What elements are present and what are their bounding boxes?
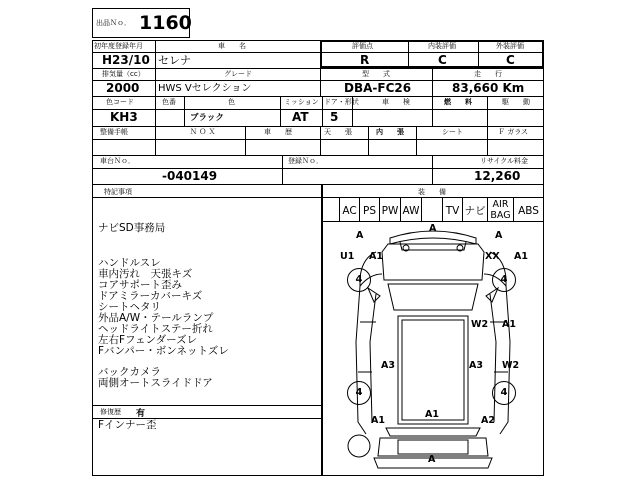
damage-front-left: A	[356, 230, 364, 241]
int-score-label: 内装評価	[428, 42, 456, 50]
chassis-label: 車台Ｎｏ．	[100, 157, 135, 165]
ext-score-label: 外装評価	[496, 42, 524, 50]
int-score-value: C	[438, 53, 447, 67]
registration-label: 登録Ｎｏ．	[288, 157, 323, 165]
tire-fl-icon: 4	[347, 268, 371, 292]
lot-number-box	[92, 8, 190, 38]
drive-label: 駆 動	[502, 98, 530, 106]
equipment-ac: AC	[339, 197, 360, 222]
damage-rear-center: A1	[425, 409, 439, 420]
color-label: 色	[228, 98, 235, 106]
repair-label: 修復歴	[100, 408, 121, 416]
color-code-value: KH3	[110, 110, 138, 124]
displacement-label: 排気量（cc）	[102, 70, 145, 78]
recycle-value: 12,260	[474, 169, 521, 183]
note-item: 左右Fフェンダーズレ	[98, 334, 198, 346]
damage-right-rear-w2: W2	[502, 360, 520, 371]
manual-label: 整備手帳	[100, 128, 128, 136]
year-reg-value: H23/10	[102, 53, 150, 67]
inspection-label: 車 検	[382, 98, 410, 106]
note-item: 両側オートスライドドア	[98, 377, 213, 389]
damage-front-right: A	[495, 230, 503, 241]
damage-rl-quarter: A1	[371, 415, 385, 426]
equipment-abs: ABS	[513, 197, 544, 222]
doors-label: ドア・形状	[324, 98, 359, 106]
mileage-label: 走 行	[474, 70, 502, 78]
color-no-label: 色番	[162, 98, 176, 106]
note-item: 車内汚れ 天張キズ	[98, 268, 193, 280]
recycle-label: リサイクル料金	[480, 157, 529, 165]
equipment-aw: AW	[400, 197, 422, 222]
model-value: DBA-FC26	[344, 81, 412, 95]
notes-top: ナビSD事務局	[98, 222, 166, 234]
chassis-value: -040149	[162, 169, 218, 183]
damage-right-a1: A1	[502, 319, 516, 330]
damage-rear-bottom: A	[428, 454, 436, 465]
note-item: バックカメラ	[98, 366, 161, 378]
score-label: 評価点	[352, 42, 373, 50]
displacement-value: 2000	[106, 81, 140, 95]
equipment-ps: PS	[359, 197, 380, 222]
tire-rr-icon: 4	[492, 381, 516, 405]
notes-label: 特記事項	[104, 188, 132, 196]
fglass-label: Ｆ ガラス	[498, 128, 529, 136]
ext-score-value: C	[506, 53, 515, 67]
tire-rl-icon: 4	[347, 381, 371, 405]
damage-rear-door-right: A3	[469, 360, 483, 371]
mileage-value: 83,660 Km	[452, 81, 525, 95]
lot-number: 1160	[139, 12, 192, 34]
mission-value: AT	[292, 110, 309, 124]
repair-value: 有	[136, 409, 146, 419]
car-name-label: 車 名	[218, 42, 246, 50]
damage-rr-quarter: A2	[481, 415, 495, 426]
doors-value: 5	[330, 110, 339, 124]
equipment-pw: PW	[379, 197, 401, 222]
equipment-navi: ナビ	[462, 197, 488, 222]
color-code-label: 色コード	[106, 98, 134, 106]
damage-fr-fender: XX	[485, 251, 500, 262]
grade-value: HWS Vセレクション	[158, 83, 252, 94]
damage-fl-corner: U1	[340, 251, 355, 262]
nox-label: Ｎ Ｏ Ｘ	[190, 128, 216, 136]
repair-detail: Fインナー歪	[98, 419, 157, 431]
damage-right-w2: W2	[471, 319, 489, 330]
notes-list-2	[98, 367, 213, 389]
seat-label: シート	[442, 128, 463, 136]
notes-list-1	[98, 258, 229, 357]
mission-label: ミッション	[284, 98, 319, 106]
note-item: コアサポート歪み	[98, 279, 182, 291]
equipment-row	[322, 197, 544, 222]
score-value: R	[360, 53, 370, 67]
fuel-label: 燃 料	[444, 98, 472, 106]
note-item: 外品A/W・テールランプ	[98, 312, 214, 324]
color-value: ブラック	[190, 113, 224, 123]
equipment-label: 装 備	[418, 188, 446, 196]
damage-fl-fender: A1	[369, 251, 383, 262]
grade-label: グレード	[224, 70, 252, 78]
damage-rear-door-left: A3	[381, 360, 395, 371]
lot-number-label: 出品Ｎｏ．	[96, 19, 131, 27]
history-label: 車 歴	[264, 128, 292, 136]
equipment-airbag: AIR BAG	[487, 197, 514, 222]
tire-fr-icon: 4	[492, 268, 516, 292]
sunroof-label: 天 張	[324, 128, 352, 136]
note-item: ヘッドライトステー折れ	[98, 323, 213, 335]
damage-fr-corner: A1	[514, 251, 528, 262]
note-item: ドアミラーカバーキズ	[98, 290, 203, 302]
interior-label: 内 張	[376, 128, 404, 136]
note-item: シートヘタリ	[98, 301, 161, 313]
equipment-tv: TV	[442, 197, 463, 222]
car-name-value: セレナ	[158, 54, 191, 67]
note-item: ハンドルスレ	[98, 257, 161, 269]
note-item: Fバンパー・ボンネットズレ	[98, 345, 229, 357]
year-reg-label: 初年度登録年月	[94, 42, 143, 50]
vehicle-diagram	[322, 222, 544, 476]
damage-front-top: A	[429, 223, 437, 234]
model-label: 型 式	[362, 70, 390, 78]
